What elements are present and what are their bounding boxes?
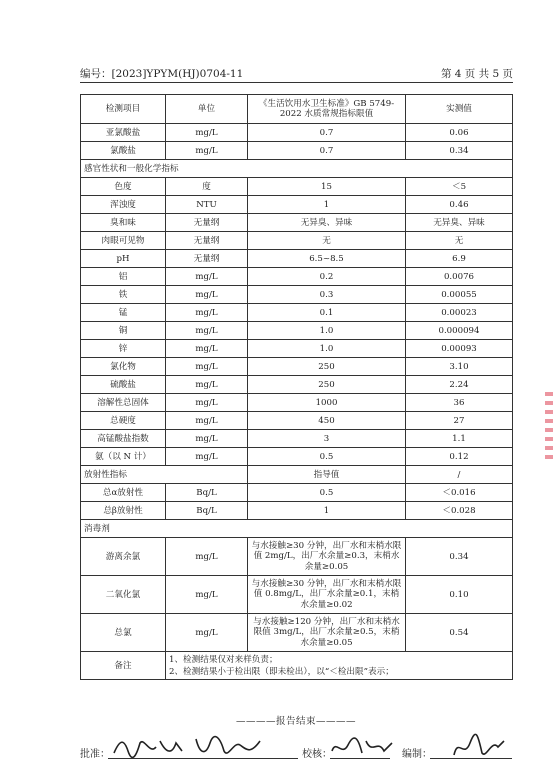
unit-cell: mg/L [166,614,248,652]
unit-cell: Bq/L [166,484,248,502]
limit-cell: 0.2 [248,268,406,286]
value-cell: 0.00023 [406,304,513,322]
value-cell: 1.1 [406,430,513,448]
compiler-signature [450,733,510,761]
value-cell: 0.12 [406,448,513,466]
table-row [81,178,513,196]
value-cell: 2.24 [406,376,513,394]
item-cell: pH [81,250,166,268]
unit-cell: mg/L [166,430,248,448]
table-row [81,196,513,214]
table-row [81,538,513,576]
item-cell: 锰 [81,304,166,322]
item-cell: 锌 [81,340,166,358]
unit-cell: mg/L [166,322,248,340]
unit-cell: mg/L [166,576,248,614]
value-cell: 0.06 [406,124,513,142]
table-row [81,484,513,502]
limit-cell: 15 [248,178,406,196]
limit-cell: 250 [248,358,406,376]
table-row [81,124,513,142]
table-row [81,576,513,614]
value-cell: 0.54 [406,614,513,652]
table-row [81,250,513,268]
section-title: 感官性状和一般化学指标 [81,160,513,178]
item-cell: 总氯 [81,614,166,652]
item-cell: 二氧化氯 [81,576,166,614]
item-cell: 氯化物 [81,358,166,376]
value-cell: ＜0.028 [406,502,513,520]
section-limit: 指导值 [248,466,406,484]
notes-label: 备注 [81,652,166,680]
limit-cell: 与水接触≥120 分钟，出厂水和末梢水限值 3mg/L，出厂水余量≥0.5，末梢水余量≥0.05 [248,614,406,652]
unit-cell: mg/L [166,124,248,142]
unit-cell: Bq/L [166,502,248,520]
limit-cell: 0.1 [248,304,406,322]
item-cell: 色度 [81,178,166,196]
table-row [81,502,513,520]
item-cell: 肉眼可见物 [81,232,166,250]
item-cell: 臭和味 [81,214,166,232]
value-cell: 0.00093 [406,340,513,358]
table-row [81,322,513,340]
table-row [81,448,513,466]
limit-cell: 0.5 [248,484,406,502]
table-row [81,142,513,160]
limit-cell: 1 [248,196,406,214]
limit-cell: 3 [248,430,406,448]
unit-cell: mg/L [166,304,248,322]
notes-row [81,652,513,680]
limit-cell: 0.3 [248,286,406,304]
table-row [81,614,513,652]
col-header-unit: 单位 [166,95,248,124]
limit-cell: 无 [248,232,406,250]
unit-cell: mg/L [166,142,248,160]
value-cell: 0.0076 [406,268,513,286]
unit-cell: mg/L [166,412,248,430]
signature-footer [80,731,513,761]
section-value: / [406,466,513,484]
page-header [80,67,513,81]
value-cell: ＜5 [406,178,513,196]
table-row [81,268,513,286]
table-row [81,286,513,304]
section-title: 消毒剂 [81,520,513,538]
limit-cell: 与水接触≥30 分钟，出厂水和末梢水限值 0.8mg/L，出厂水余量≥0.1，末梢水余量≥0.02 [248,576,406,614]
header-rule [80,82,513,83]
value-cell: ＜0.016 [406,484,513,502]
item-cell: 总α放射性 [81,484,166,502]
item-cell: 亚氯酸盐 [81,124,166,142]
unit-cell: NTU [166,196,248,214]
col-header-item: 检测项目 [81,95,166,124]
section-row [81,160,513,178]
limit-cell: 与水接触≥30 分钟，出厂水和末梢水限值 2mg/L，出厂水余量≥0.3，末梢水余量≥0.05 [248,538,406,576]
item-cell: 浑浊度 [81,196,166,214]
item-cell: 氨（以 N 计） [81,448,166,466]
value-cell: 0.10 [406,576,513,614]
limit-cell: 1 [248,502,406,520]
limit-cell: 1000 [248,394,406,412]
unit-cell: 无量纲 [166,214,248,232]
item-cell: 溶解性总固体 [81,394,166,412]
results-table [80,94,513,680]
limit-cell: 0.5 [248,448,406,466]
unit-cell: 无量纲 [166,232,248,250]
limit-cell: 1.0 [248,340,406,358]
value-cell: 0.34 [406,538,513,576]
table-row [81,358,513,376]
table-row [81,412,513,430]
limit-cell: 6.5~8.5 [248,250,406,268]
page-number: 第 4 页 共 5 页 [440,68,513,80]
note-line: 1、检测结果仅对来样负责； [169,654,278,665]
value-cell: 36 [406,394,513,412]
item-cell: 总β放射性 [81,502,166,520]
item-cell: 氯酸盐 [81,142,166,160]
note-line: 2、检测结果小于检出限（即未检出），以“＜检出限”表示； [169,666,394,677]
value-cell: 6.9 [406,250,513,268]
unit-cell: mg/L [166,268,248,286]
unit-cell: mg/L [166,376,248,394]
limit-cell: 1.0 [248,322,406,340]
table-row [81,376,513,394]
unit-cell: mg/L [166,340,248,358]
table-row [81,214,513,232]
item-cell: 游离余氯 [81,538,166,576]
item-cell: 高锰酸盐指数 [81,430,166,448]
unit-cell: 无量纲 [166,250,248,268]
table-row [81,304,513,322]
review-label: 校核： [302,749,332,760]
value-cell: 无 [406,232,513,250]
unit-cell: mg/L [166,394,248,412]
unit-cell: mg/L [166,286,248,304]
section-row [81,466,513,484]
col-header-value: 实测值 [406,95,513,124]
value-cell: 0.34 [406,142,513,160]
value-cell: 3.10 [406,358,513,376]
approver-signature [110,733,270,761]
compile-label: 编制： [402,749,432,760]
item-cell: 铜 [81,322,166,340]
col-header-limit: 《生活饮用水卫生标准》GB 5749-2022 水质常规指标限值 [248,95,406,124]
item-cell: 总硬度 [81,412,166,430]
table-row [81,394,513,412]
value-cell: 0.00055 [406,286,513,304]
item-cell: 铁 [81,286,166,304]
notes-text [166,652,513,680]
value-cell: 0.46 [406,196,513,214]
table-row [81,430,513,448]
section-row [81,520,513,538]
item-cell: 铝 [81,268,166,286]
limit-cell: 450 [248,412,406,430]
section-title: 放射性指标 [81,466,248,484]
seal-stamp-edge [545,392,553,462]
unit-cell: 度 [166,178,248,196]
table-row [81,232,513,250]
limit-cell: 无异臭、异味 [248,214,406,232]
table-header-row [81,95,513,124]
item-cell: 硫酸盐 [81,376,166,394]
unit-cell: mg/L [166,448,248,466]
value-cell: 27 [406,412,513,430]
approve-label: 批准： [80,749,110,760]
reviewer-signature [328,733,398,761]
report-end-line: ————报告结束———— [235,716,356,727]
value-cell: 无异臭、异味 [406,214,513,232]
report-code: 编号：[2023]YPYM(HJ)0704-11 [80,68,244,80]
unit-cell: mg/L [166,538,248,576]
limit-cell: 0.7 [248,142,406,160]
table-row [81,340,513,358]
limit-cell: 250 [248,376,406,394]
value-cell: 0.000094 [406,322,513,340]
unit-cell: mg/L [166,358,248,376]
limit-cell: 0.7 [248,124,406,142]
